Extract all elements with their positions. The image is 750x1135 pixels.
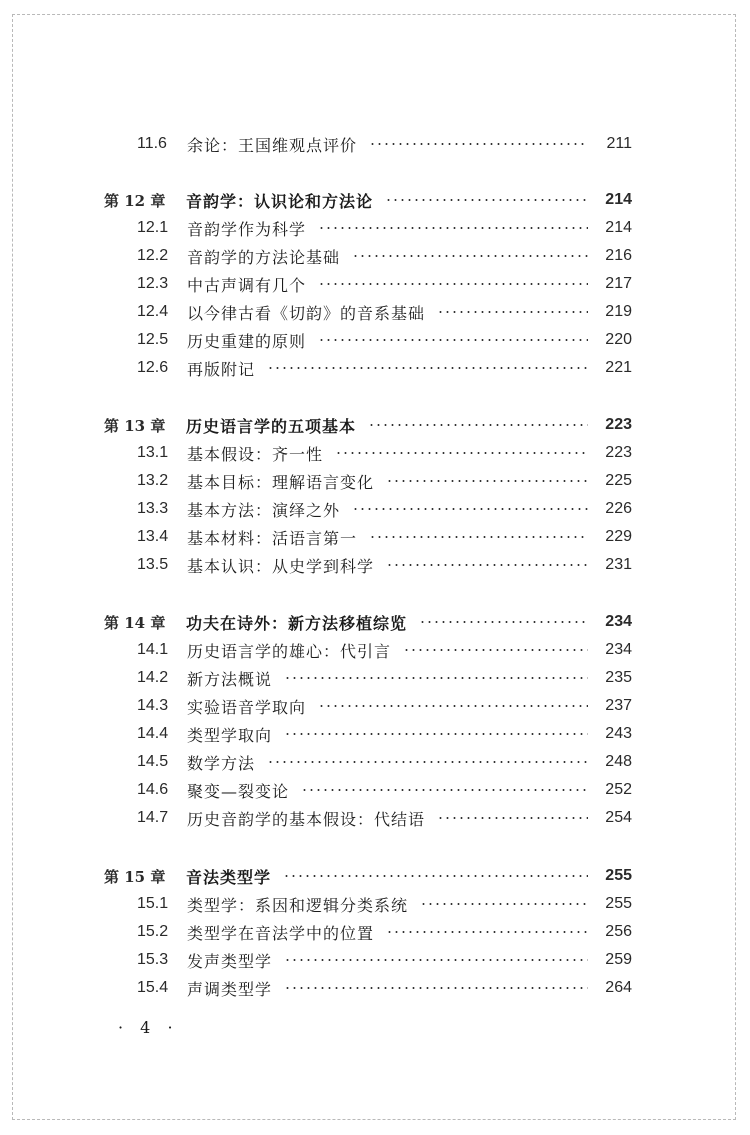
toc-entry-title: 新方法概说 <box>187 669 273 689</box>
toc-entry-title: 历史语言学的雄心：代引言 <box>187 641 392 661</box>
dot-leader <box>386 564 588 566</box>
toc-entry-page: 237 <box>605 697 632 714</box>
toc-entry-page: 229 <box>605 528 632 545</box>
dot-leader <box>318 283 588 285</box>
toc-entry-number: 第 14 章 <box>104 613 166 632</box>
toc-chapter-row <box>0 411 750 439</box>
toc-entry-number: 12.4 <box>137 303 169 320</box>
toc-section-row <box>0 270 750 298</box>
toc-entry-number: 12.1 <box>137 219 169 236</box>
toc-entry-page: 234 <box>605 641 632 658</box>
toc-entry-title: 类型学取向 <box>187 725 273 745</box>
toc-entry-number: 14.6 <box>137 781 169 798</box>
toc-section-row <box>0 692 750 720</box>
toc-chapter-row <box>0 862 750 890</box>
toc-section-row <box>0 130 750 158</box>
toc-section-row <box>0 890 750 918</box>
toc-entry-page: 256 <box>605 923 632 940</box>
toc-entry-number: 11.6 <box>137 135 167 152</box>
dot-leader <box>284 733 588 735</box>
toc-entry-number: 14.3 <box>137 697 169 714</box>
toc-section-row <box>0 776 750 804</box>
toc-entry-page: 220 <box>605 331 632 348</box>
toc-entry-page: 217 <box>605 275 632 292</box>
toc-entry-page: 264 <box>605 979 632 996</box>
dot-leader <box>267 761 588 763</box>
toc-entry-title: 历史重建的原则 <box>187 331 307 351</box>
toc-entry-number: 第 15 章 <box>104 867 166 886</box>
toc-entry-title: 音韵学：认识论和方法论 <box>186 191 374 211</box>
dot-leader <box>352 508 588 510</box>
dot-leader <box>369 143 588 145</box>
dot-leader <box>284 677 588 679</box>
toc-entry-page: 214 <box>605 191 632 208</box>
toc-entry-page: 235 <box>605 669 632 686</box>
toc-entry-page: 234 <box>605 613 632 630</box>
toc-entry-title: 中古声调有几个 <box>187 275 307 295</box>
dot-leader <box>437 817 588 819</box>
dot-leader <box>352 255 588 257</box>
dot-leader <box>386 931 588 933</box>
toc-section-row <box>0 636 750 664</box>
toc-entry-title: 类型学在音法学中的位置 <box>187 923 375 943</box>
toc-entry-title: 音法类型学 <box>186 867 272 887</box>
dot-leader <box>284 959 588 961</box>
toc-entry-number: 第 13 章 <box>104 416 166 435</box>
toc-section-row <box>0 495 750 523</box>
toc-entry-number: 12.2 <box>137 247 169 264</box>
toc-entry-page: 248 <box>605 753 632 770</box>
toc-entry-page: 211 <box>606 135 632 152</box>
toc-section-row <box>0 918 750 946</box>
toc-entry-number: 12.3 <box>137 275 169 292</box>
toc-entry-number: 13.2 <box>137 472 169 489</box>
toc-entry-number: 14.7 <box>137 809 169 826</box>
toc-entry-page: 255 <box>605 895 632 912</box>
toc-entry-page: 254 <box>605 809 632 826</box>
toc-entry-number: 13.1 <box>137 444 169 461</box>
toc-entry-number: 第 12 章 <box>104 191 166 210</box>
toc-section-row <box>0 439 750 467</box>
toc-entry-page: 214 <box>605 219 632 236</box>
dot-leader <box>335 452 588 454</box>
toc-entry-page: 221 <box>605 359 632 376</box>
toc-entry-number: 15.4 <box>137 979 169 996</box>
toc-section-row <box>0 523 750 551</box>
dot-leader <box>369 536 588 538</box>
toc-section-row <box>0 551 750 579</box>
toc-entry-page: 216 <box>605 247 632 264</box>
page-number: · 4 · <box>118 1018 179 1037</box>
dot-leader <box>301 789 588 791</box>
toc-entry-page: 243 <box>605 725 632 742</box>
toc-entry-title: 声调类型学 <box>187 979 273 999</box>
dot-leader <box>368 424 588 426</box>
toc-entry-number: 12.5 <box>137 331 169 348</box>
toc-entry-number: 15.3 <box>137 951 169 968</box>
toc-entry-page: 225 <box>605 472 632 489</box>
toc-section-row <box>0 804 750 832</box>
toc-entry-page: 231 <box>605 556 632 573</box>
toc-entry-page: 223 <box>605 444 632 461</box>
toc-entry-title: 基本假设：齐一性 <box>187 444 324 464</box>
toc-entry-page: 255 <box>605 867 632 884</box>
toc-entry-title: 历史音韵学的基本假设：代结语 <box>187 809 426 829</box>
toc-section-row <box>0 242 750 270</box>
toc-entry-page: 226 <box>605 500 632 517</box>
toc-entry-title: 基本方法：演绎之外 <box>187 500 341 520</box>
toc-entry-title: 音韵学作为科学 <box>187 219 307 239</box>
toc-entry-title: 基本材料：活语言第一 <box>187 528 358 548</box>
toc-entry-title: 数学方法 <box>187 753 256 773</box>
toc-entry-title: 基本认识：从史学到科学 <box>187 556 375 576</box>
toc-entry-number: 14.2 <box>137 669 169 686</box>
toc-entry-number: 13.3 <box>137 500 169 517</box>
toc-entry-page: 223 <box>605 416 632 433</box>
dot-leader <box>386 480 588 482</box>
dot-leader <box>267 367 588 369</box>
toc-section-row <box>0 467 750 495</box>
toc-section-row <box>0 214 750 242</box>
toc-section-row <box>0 748 750 776</box>
toc-section-row <box>0 664 750 692</box>
toc-entry-title: 再版附记 <box>187 359 256 379</box>
dot-leader <box>385 199 588 201</box>
toc-entry-number: 15.2 <box>137 923 169 940</box>
toc-section-row <box>0 946 750 974</box>
toc-entry-title: 余论：王国维观点评价 <box>187 135 358 155</box>
toc-entry-page: 259 <box>605 951 632 968</box>
toc-entry-number: 12.6 <box>137 359 169 376</box>
toc-entry-title: 发声类型学 <box>187 951 273 971</box>
toc-entry-title: 功夫在诗外：新方法移植综览 <box>186 613 408 633</box>
dot-leader <box>419 621 588 623</box>
dot-leader <box>283 875 588 877</box>
toc-entry-number: 13.5 <box>137 556 169 573</box>
toc-section-row <box>0 326 750 354</box>
dot-leader <box>284 987 588 989</box>
toc-entry-title: 基本目标：理解语言变化 <box>187 472 375 492</box>
toc-entry-title: 音韵学的方法论基础 <box>187 247 341 267</box>
toc-entry-title: 历史语言学的五项基本 <box>186 416 357 436</box>
dot-leader <box>437 311 588 313</box>
toc-section-row <box>0 354 750 382</box>
toc-entry-number: 15.1 <box>137 895 169 912</box>
dot-leader <box>318 227 588 229</box>
toc-chapter-row <box>0 186 750 214</box>
toc-entry-number: 14.4 <box>137 725 169 742</box>
dot-leader <box>318 339 588 341</box>
dot-leader <box>420 903 588 905</box>
toc-entry-title: 聚变—裂变论 <box>187 781 290 801</box>
dot-leader <box>403 649 588 651</box>
toc-chapter-row <box>0 608 750 636</box>
toc-entry-page: 219 <box>605 303 632 320</box>
toc-section-row <box>0 298 750 326</box>
toc-entry-number: 13.4 <box>137 528 169 545</box>
toc-section-row <box>0 974 750 1002</box>
toc-section-row <box>0 720 750 748</box>
toc-entry-title: 实验语音学取向 <box>187 697 307 717</box>
dot-leader <box>318 705 588 707</box>
toc-entry-number: 14.5 <box>137 753 169 770</box>
toc-entry-title: 类型学：系因和逻辑分类系统 <box>187 895 409 915</box>
toc-entry-number: 14.1 <box>137 641 169 658</box>
toc-entry-title: 以今律古看《切韵》的音系基础 <box>187 303 426 323</box>
toc-entry-page: 252 <box>605 781 632 798</box>
